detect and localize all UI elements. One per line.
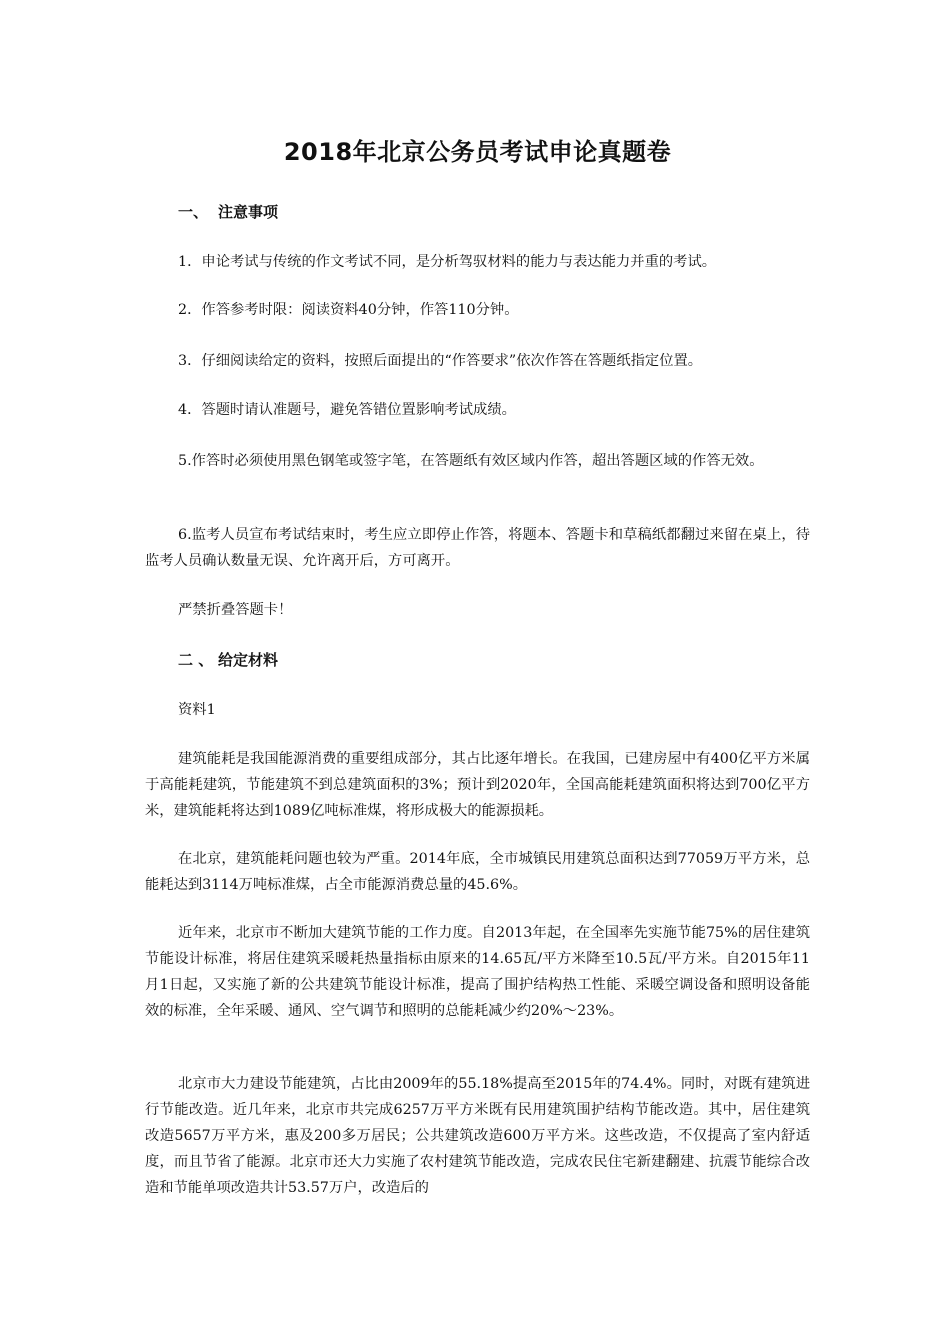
note-item-2: 2．作答参考时限：阅读资料40分钟，作答110分钟。 [178,302,519,318]
material-paragraph-4: 北京市大力建设节能建筑，占比由2009年的55.18%提高至2015年的74.4%。同时，对既有建筑进行节能改造。近几年来，北京市共完成6257万平方米既有民用建筑围护结构节能改造。其中，居住建筑改造5657万平方米，惠及200多万居民；公共建筑改造600万平方米。这些改造，不仅提高了室内舒适度，而且节省了能源。北京市还大力实施了农村建筑节能改造，完成农民住宅新建翻建、抗震节能综合改造和节能单项改造共计53.57万户，改造后的 [145,1076,810,1196]
section-title: 注意事项 [218,203,279,221]
material-paragraph-2: 在北京，建筑能耗问题也较为严重。2014年底，全市城镇民用建筑总面积达到77059万平方米，总能耗达到3114万吨标准煤，占全市能源消费总量的45.6%。 [145,851,810,893]
section-heading-materials [178,647,278,673]
material-paragraph-3: 近年来，北京市不断加大建筑节能的工作力度。自2013年起，在全国率先实施节能75%的居住建筑节能设计标准，将居住建筑采暖耗热量指标由原来的14.65瓦/平方米降至10.5瓦/平方米。自2015年11月1日起，又实施了新的公共建筑节能设计标准，提高了围护结构热工性能、采暖空调设备和照明设备能效的标准，全年采暖、通风、空气调节和照明的总能耗减少约20%～23%。 [145,925,810,1019]
section-heading-notes [178,199,278,225]
note-warning: 严禁折叠答题卡！ [178,602,293,618]
note-item-4: 4．答题时请认准题号，避免答错位置影响考试成绩。 [178,402,516,418]
page-title: 2018年北京公务员考试申论真题卷 [283,138,672,166]
section-title: 给定材料 [218,651,279,669]
note-item-3: 3．仔细阅读给定的资料，按照后面提出的“作答要求”依次作答在答题纸指定位置。 [178,353,703,369]
note-item-1: 1．申论考试与传统的作文考试不同，是分析驾驭材料的能力与表达能力并重的考试。 [178,254,717,270]
section-number: 二 、 [178,651,214,669]
note-item-5: 5.作答时必须使用黑色钢笔或签字笔，在答题纸有效区域内作答，超出答题区域的作答无效。 [178,453,764,469]
material-label: 资料1 [178,702,216,718]
section-number: 一、 [178,203,209,221]
note-item-6: 6.监考人员宣布考试结束时，考生应立即停止作答，将题本、答题卡和草稿纸都翻过来留在桌上，待监考人员确认数量无误、允许离开后，方可离开。 [145,527,810,569]
material-paragraph-1: 建筑能耗是我国能源消费的重要组成部分，其占比逐年增长。在我国，已建房屋中有400亿平方米属于高能耗建筑，节能建筑不到总建筑面积的3%；预计到2020年，全国高能耗建筑面积将达到700亿平方米，建筑能耗将达到1089亿吨标准煤，将形成极大的能源损耗。 [145,751,810,819]
